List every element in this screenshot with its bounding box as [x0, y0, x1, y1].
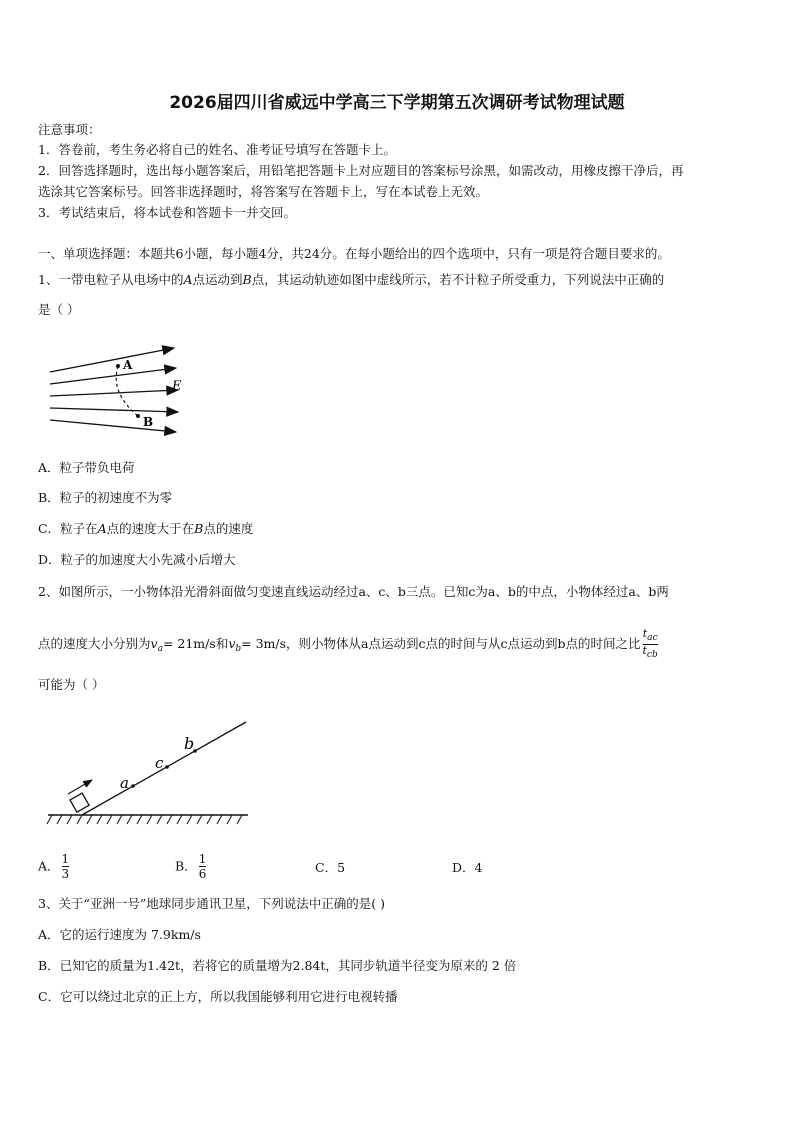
field-line-1	[50, 348, 174, 372]
notice-heading: 注意事项：	[38, 122, 101, 137]
q2-option-d	[452, 860, 482, 876]
q3-option-c: C．它可以绕过北京的正上方，所以我国能够利用它进行电视转播	[38, 989, 398, 1004]
field-line-5	[50, 420, 176, 432]
q2-and: 和	[215, 636, 229, 651]
label-c: c	[155, 754, 164, 772]
label-e: E	[172, 379, 182, 394]
notice-item-2-cont: 选涂其它答案标号。回答非选择题时，将答案写在答题卡上，写在本试卷上无效。	[38, 184, 489, 199]
question-1-stem	[38, 272, 664, 288]
q3-option-b: B．已知它的质量为1.42t，若将它的质量增为2.84t，其同步轨道半径变为原来的 2 倍	[38, 958, 517, 973]
q2-time-ratio	[643, 628, 658, 661]
q2-option-a	[38, 852, 71, 881]
q2-optc-label: C．	[315, 860, 338, 875]
ground-hatch	[47, 815, 242, 824]
q2-optb-frac	[199, 852, 207, 881]
notice-item-1: 1．答卷前，考生务必将自己的姓名、准考证号填写在答题卡上。	[38, 142, 396, 157]
notice-item-3: 3．考试结束后，将本试卷和答题卡一并交回。	[38, 205, 296, 220]
q3-option-a: A．它的运行速度为 7.9km/s	[38, 927, 201, 942]
section-heading: 一、单项选择题：本题共6小题，每小题4分，共24分。在每小题给出的四个选项中，只有一项是符合题目要求的。	[38, 246, 670, 261]
incline-figure	[42, 718, 252, 828]
point-a-dot	[131, 784, 135, 788]
q2-option-b	[175, 852, 208, 881]
q2-vb-val: = 3m/s	[241, 636, 287, 651]
point-c-dot	[165, 765, 169, 769]
page-title: 2026届四川省威远中学高三下学期第五次调研考试物理试题	[169, 93, 625, 113]
q2-optb-label: B．	[175, 858, 197, 874]
q2-optb-den: 6	[198, 867, 207, 881]
q1-optc-c: 点的速度	[203, 521, 254, 536]
block	[70, 793, 89, 812]
q2-frac-num-sub: ac	[647, 633, 658, 643]
q2-opta-num: 1	[61, 852, 70, 866]
q2-opta-frac	[62, 852, 70, 881]
q2-vb-sub: b	[235, 644, 242, 654]
q1-option-c	[38, 521, 253, 537]
q2-option-c	[315, 860, 345, 876]
q1-text-a: 1、一带电粒子从电场中的	[38, 272, 184, 287]
q2-optd-label: D．	[452, 860, 475, 875]
q2-vb: v	[228, 636, 236, 651]
q1-optc-b: 点的速度大于在	[106, 521, 195, 536]
q2-optc-text: 5	[337, 860, 346, 875]
q1-text-b: 点运动到	[192, 272, 243, 287]
q1-optc-a: C．粒子在	[38, 521, 98, 536]
incline-line	[82, 722, 246, 815]
q2-optd-text: 4	[474, 860, 483, 875]
q2-va: v	[150, 636, 158, 651]
q1-optc-point-b: B	[194, 521, 204, 536]
q2-frac-den-sub: cb	[646, 650, 658, 660]
q1-optc-point-a: A	[97, 521, 107, 536]
q2-frac-den: t	[642, 644, 647, 657]
q1-point-a: A	[183, 272, 193, 287]
label-a: a	[120, 774, 129, 792]
q1-option-a: A．粒子带负电荷	[38, 460, 135, 475]
q1-text-c: 点，其运动轨迹如图中虚线所示，若不计粒子所受重力，下列说法中正确的	[251, 272, 665, 287]
q1-option-d: D．粒子的加速度大小先减小后增大	[38, 552, 236, 567]
question-3-stem: 3、关于“亚洲一号”地球同步通讯卫星，下列说法中正确的是( )	[38, 896, 385, 911]
label-b: b	[184, 734, 195, 753]
label-b: B	[143, 415, 154, 429]
q2-va-sub: a	[157, 644, 163, 654]
field-line-4	[50, 408, 178, 412]
q2-opta-label: A．	[38, 858, 60, 874]
question-2-stem-cont	[38, 628, 660, 661]
point-b-dot	[136, 414, 140, 418]
q2-frac-num: t	[642, 627, 648, 640]
q1-option-b: B．粒子的初速度不为零	[38, 490, 173, 505]
q2-va-val: = 21m/s	[162, 636, 216, 651]
field-line-2	[50, 368, 176, 384]
q2-text-b: ，则小物体从a点运动到c点的时间与从c点运动到b点的时间之比	[286, 636, 641, 651]
question-2-stem: 2、如图所示，一小物体沿光滑斜面做匀变速直线运动经过a、c、b三点。已知c为a、b的中点，小物体经过a、b两	[38, 584, 669, 599]
question-2-stem-end: 可能为（ ）	[38, 677, 105, 692]
label-a: A	[123, 358, 133, 372]
q2-optb-num: 1	[198, 852, 207, 866]
electric-field-figure	[44, 338, 194, 438]
q2-opta-den: 3	[61, 867, 70, 881]
point-a-dot	[116, 364, 120, 368]
q2-text-a: 点的速度大小分别为	[38, 636, 151, 651]
question-1-stem-cont: 是（ ）	[38, 302, 80, 317]
q1-point-b: B	[242, 272, 252, 287]
velocity-arrow	[68, 780, 92, 794]
notice-item-2: 2．回答选择题时，选出每小题答案后，用铅笔把答题卡上对应题目的答案标号涂黑，如需改动，用橡皮擦干净后，再	[38, 163, 684, 178]
field-line-3	[50, 390, 178, 396]
